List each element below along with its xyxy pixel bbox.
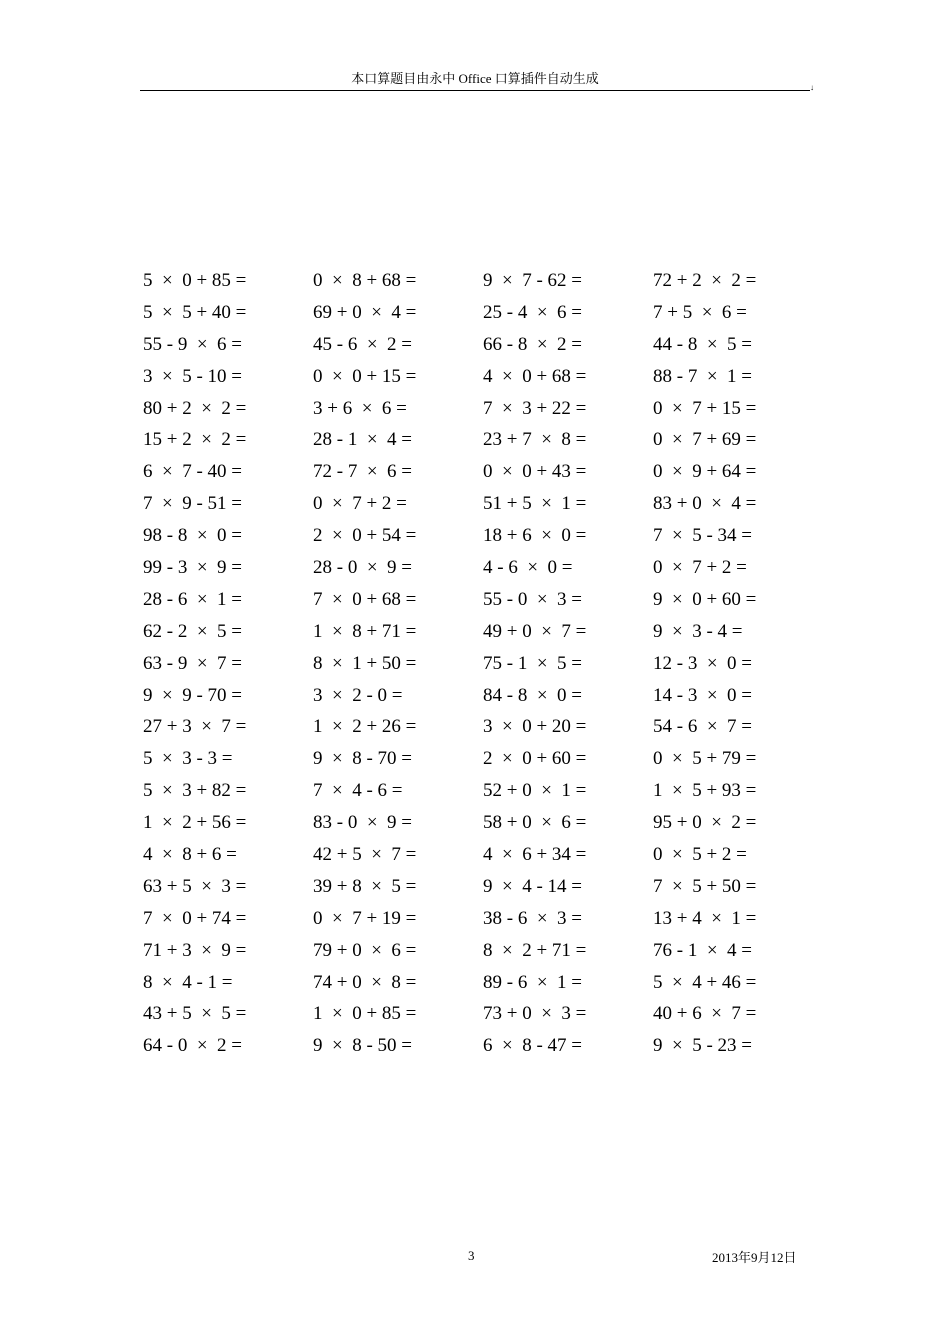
arithmetic-problem: 40 + 6 × 7 =	[653, 1003, 757, 1025]
arithmetic-problem: 88 - 7 × 1 =	[653, 365, 753, 387]
arithmetic-problem: 83 + 0 × 4 =	[653, 493, 757, 515]
arithmetic-problem: 0 × 5 + 79 =	[653, 748, 757, 770]
arithmetic-problem: 63 - 9 × 7 =	[143, 652, 243, 674]
arithmetic-problem: 7 + 5 × 6 =	[653, 301, 747, 323]
arithmetic-problem: 58 + 0 × 6 =	[483, 812, 587, 834]
arithmetic-problem: 75 - 1 × 5 =	[483, 652, 583, 674]
arithmetic-problem: 2 × 0 + 60 =	[483, 748, 587, 770]
arithmetic-problem: 38 - 6 × 3 =	[483, 907, 583, 929]
arithmetic-problem: 0 × 7 + 2 =	[653, 557, 747, 579]
problem-row	[143, 998, 823, 1030]
arithmetic-problem: 4 - 6 × 0 =	[483, 557, 573, 579]
problem-row	[143, 680, 823, 712]
arithmetic-problem: 13 + 4 × 1 =	[653, 907, 757, 929]
arithmetic-problem: 1 × 2 + 26 =	[313, 716, 417, 738]
arithmetic-problem: 83 - 0 × 9 =	[313, 812, 413, 834]
arithmetic-problem: 27 + 3 × 7 =	[143, 716, 247, 738]
arithmetic-problem: 55 - 9 × 6 =	[143, 333, 243, 355]
arithmetic-problem: 84 - 8 × 0 =	[483, 684, 583, 706]
problem-row	[143, 903, 823, 935]
arithmetic-problem: 15 + 2 × 2 =	[143, 429, 247, 451]
problem-row	[143, 488, 823, 520]
arithmetic-problem: 5 × 4 + 46 =	[653, 971, 757, 993]
arithmetic-problem: 8 × 2 + 71 =	[483, 939, 587, 961]
problem-row	[143, 361, 823, 393]
header-text: 本口算题目由永中 Office 口算插件自动生成	[351, 71, 599, 86]
arithmetic-problem: 5 × 0 + 85 =	[143, 270, 247, 291]
arithmetic-problem-grid	[143, 265, 823, 1062]
arithmetic-problem: 0 × 7 + 69 =	[653, 429, 757, 451]
problem-row	[143, 648, 823, 680]
arithmetic-problem: 44 - 8 × 5 =	[653, 333, 753, 355]
arithmetic-problem: 7 × 0 + 74 =	[143, 907, 247, 929]
problem-row	[143, 456, 823, 488]
problem-row	[143, 807, 823, 839]
arithmetic-problem: 7 × 5 - 34 =	[653, 525, 753, 547]
paragraph-mark-icon: ↓	[810, 83, 814, 92]
arithmetic-problem: 7 × 3 + 22 =	[483, 397, 587, 419]
arithmetic-problem: 3 × 2 - 0 =	[313, 684, 403, 706]
arithmetic-problem: 79 + 0 × 6 =	[313, 939, 417, 961]
arithmetic-problem: 98 - 8 × 0 =	[143, 525, 243, 547]
page-number: 3	[468, 1248, 475, 1263]
arithmetic-problem: 73 + 0 × 3 =	[483, 1003, 587, 1025]
problem-row	[143, 584, 823, 616]
arithmetic-problem: 55 - 0 × 3 =	[483, 588, 583, 610]
arithmetic-problem: 49 + 0 × 7 =	[483, 620, 587, 642]
arithmetic-problem: 54 - 6 × 7 =	[653, 716, 753, 738]
problem-row	[143, 329, 823, 361]
problem-row	[143, 297, 823, 329]
arithmetic-problem: 74 + 0 × 8 =	[313, 971, 417, 993]
arithmetic-problem: 42 + 5 × 7 =	[313, 844, 417, 866]
arithmetic-problem: 0 × 5 + 2 =	[653, 844, 747, 866]
problem-row	[143, 265, 823, 297]
arithmetic-problem: 5 × 5 + 40 =	[143, 301, 247, 323]
arithmetic-problem: 6 × 8 - 47 =	[483, 1035, 583, 1057]
arithmetic-problem: 6 × 7 - 40 =	[143, 461, 243, 483]
problem-row	[143, 871, 823, 903]
arithmetic-problem: 0 × 7 + 15 =	[653, 397, 757, 419]
arithmetic-problem: 0 × 7 + 2 =	[313, 493, 407, 515]
problem-row	[143, 967, 823, 999]
arithmetic-problem: 1 × 8 + 71 =	[313, 620, 417, 642]
arithmetic-problem: 76 - 1 × 4 =	[653, 939, 753, 961]
arithmetic-problem: 4 × 0 + 68 =	[483, 365, 587, 387]
problem-row	[143, 393, 823, 425]
arithmetic-problem: 7 × 4 - 6 =	[313, 780, 403, 802]
arithmetic-problem: 1 × 2 + 56 =	[143, 812, 247, 834]
arithmetic-problem: 28 - 1 × 4 =	[313, 429, 413, 451]
arithmetic-problem: 0 × 7 + 19 =	[313, 907, 417, 929]
arithmetic-problem: 63 + 5 × 3 =	[143, 875, 247, 897]
arithmetic-problem: 5 × 3 - 3 =	[143, 748, 233, 770]
problem-row	[143, 839, 823, 871]
arithmetic-problem: 43 + 5 × 5 =	[143, 1003, 247, 1025]
problem-row	[143, 935, 823, 967]
arithmetic-problem: 80 + 2 × 2 =	[143, 397, 247, 419]
arithmetic-problem: 4 × 6 + 34 =	[483, 844, 587, 866]
arithmetic-problem: 9 × 8 - 70 =	[313, 748, 413, 770]
arithmetic-problem: 95 + 0 × 2 =	[653, 812, 757, 834]
arithmetic-problem: 3 + 6 × 6 =	[313, 397, 407, 419]
arithmetic-problem: 14 - 3 × 0 =	[653, 684, 753, 706]
problem-row	[143, 711, 823, 743]
arithmetic-problem: 18 + 6 × 0 =	[483, 525, 587, 547]
arithmetic-problem: 69 + 0 × 4 =	[313, 301, 417, 323]
arithmetic-problem: 8 × 4 - 1 =	[143, 971, 233, 993]
problem-row	[143, 616, 823, 648]
arithmetic-problem: 25 - 4 × 6 =	[483, 301, 583, 323]
arithmetic-problem: 9 × 4 - 14 =	[483, 875, 583, 897]
page-date: 2013年9月12日	[712, 1250, 797, 1265]
problem-row	[143, 552, 823, 584]
arithmetic-problem: 89 - 6 × 1 =	[483, 971, 583, 993]
arithmetic-problem: 71 + 3 × 9 =	[143, 939, 247, 961]
arithmetic-problem: 12 - 3 × 0 =	[653, 652, 753, 674]
arithmetic-problem: 62 - 2 × 5 =	[143, 620, 243, 642]
page-header	[140, 70, 814, 92]
arithmetic-problem: 2 × 0 + 54 =	[313, 525, 417, 547]
arithmetic-problem: 39 + 8 × 5 =	[313, 875, 417, 897]
arithmetic-problem: 9 × 5 - 23 =	[653, 1035, 753, 1057]
arithmetic-problem: 28 - 0 × 9 =	[313, 557, 413, 579]
arithmetic-problem: 52 + 0 × 1 =	[483, 780, 587, 802]
problem-row	[143, 520, 823, 552]
problem-row	[143, 743, 823, 775]
arithmetic-problem: 0 × 0 + 43 =	[483, 461, 587, 483]
arithmetic-problem: 99 - 3 × 9 =	[143, 557, 243, 579]
arithmetic-problem: 9 × 8 - 50 =	[313, 1035, 413, 1057]
arithmetic-problem: 7 × 5 + 50 =	[653, 875, 757, 897]
arithmetic-problem: 7 × 0 + 68 =	[313, 588, 417, 610]
arithmetic-problem: 0 × 8 + 68 =	[313, 270, 417, 291]
arithmetic-problem: 1 × 5 + 93 =	[653, 780, 757, 802]
arithmetic-problem: 3 × 0 + 20 =	[483, 716, 587, 738]
arithmetic-problem: 45 - 6 × 2 =	[313, 333, 413, 355]
arithmetic-problem: 9 × 3 - 4 =	[653, 620, 743, 642]
arithmetic-problem: 72 + 2 × 2 =	[653, 270, 757, 291]
arithmetic-problem: 0 × 0 + 15 =	[313, 365, 417, 387]
arithmetic-problem: 72 - 7 × 6 =	[313, 461, 413, 483]
arithmetic-problem: 7 × 9 - 51 =	[143, 493, 243, 515]
arithmetic-problem: 0 × 9 + 64 =	[653, 461, 757, 483]
arithmetic-problem: 9 × 0 + 60 =	[653, 588, 757, 610]
arithmetic-problem: 8 × 1 + 50 =	[313, 652, 417, 674]
arithmetic-problem: 64 - 0 × 2 =	[143, 1035, 243, 1057]
problem-row	[143, 424, 823, 456]
arithmetic-problem: 9 × 7 - 62 =	[483, 270, 583, 291]
arithmetic-problem: 4 × 8 + 6 =	[143, 844, 237, 866]
problem-row	[143, 1030, 823, 1062]
arithmetic-problem: 23 + 7 × 8 =	[483, 429, 587, 451]
problem-row	[143, 775, 823, 807]
arithmetic-problem: 1 × 0 + 85 =	[313, 1003, 417, 1025]
arithmetic-problem: 9 × 9 - 70 =	[143, 684, 243, 706]
arithmetic-problem: 3 × 5 - 10 =	[143, 365, 243, 387]
arithmetic-problem: 28 - 6 × 1 =	[143, 588, 243, 610]
arithmetic-problem: 51 + 5 × 1 =	[483, 493, 587, 515]
arithmetic-problem: 5 × 3 + 82 =	[143, 780, 247, 802]
arithmetic-problem: 66 - 8 × 2 =	[483, 333, 583, 355]
